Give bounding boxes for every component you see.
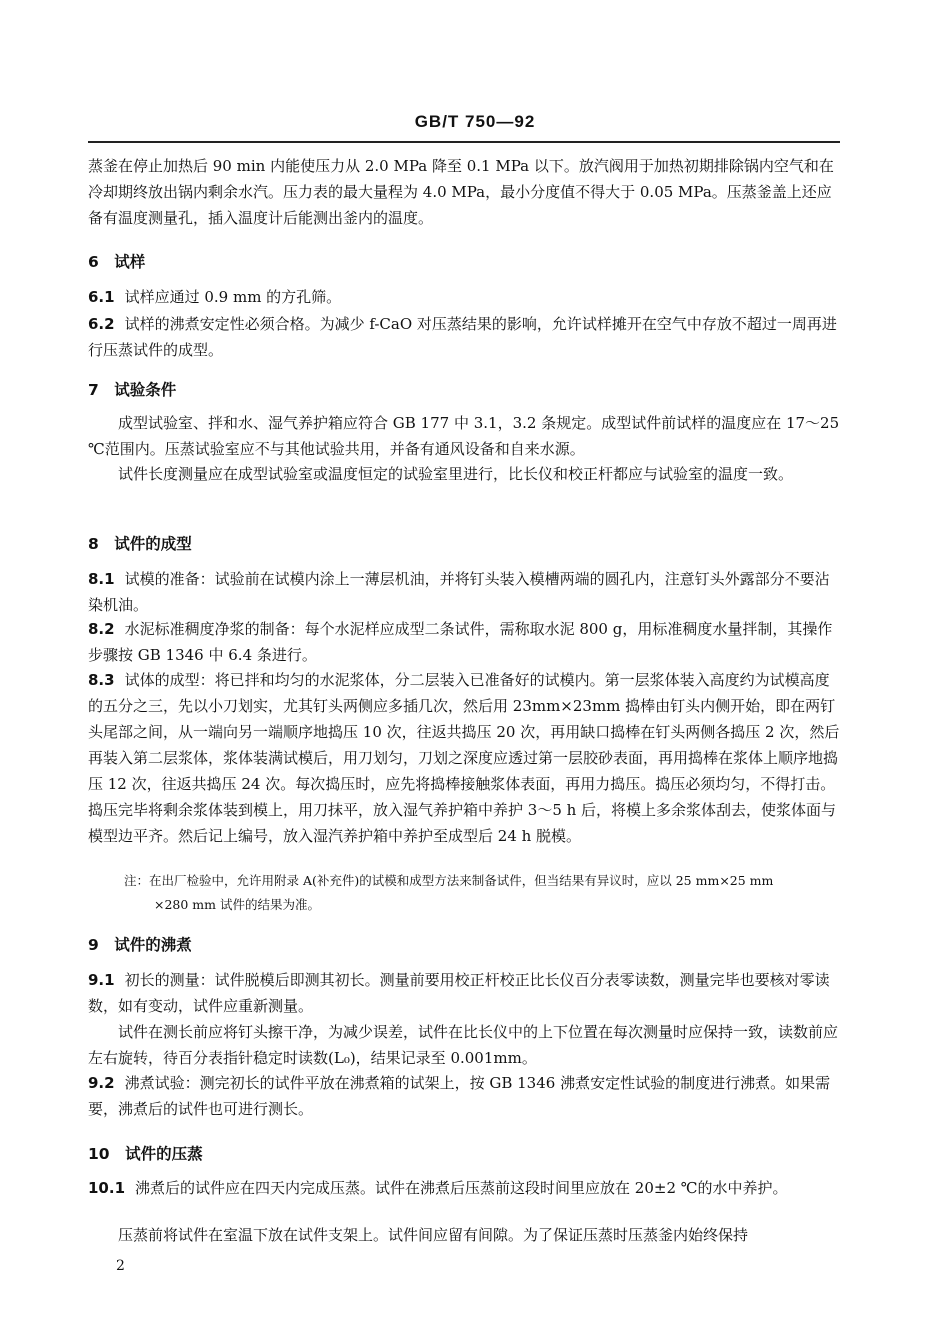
clause-text: 水泥标准稠度净浆的制备：每个水泥样应成型二条试件，需称取水泥 800 g，用标准稠度水量拌制，其操作步骤按 GB 1346 中 6.4 条进行。 [88,620,833,664]
clause-6-2 [88,311,840,363]
clause-number: 9.1 [88,971,115,989]
clause-number: 6.2 [88,315,115,333]
section-heading-6: 6 试样 [88,253,146,271]
document-code-header: GB/T 750—92 [414,112,536,131]
clause-8-1 [88,566,840,618]
paragraph-10b: 压蒸前将试件在室温下放在试件支架上。试件间应留有间隙。为了保证压蒸时压蒸釜内始终保持 [118,1226,749,1244]
clause-text: 试模的准备：试验前在试模内涂上一薄层机油，并将钉头装入模槽两端的圆孔内，注意钉头外露部分不要沾染机油。 [88,570,830,614]
note-line-1: 注：在出厂检验中，允许用附录 A(补充件)的试模和成型方法来制备试件，但当结果有异议时，应以 25 mm×25 mm [124,873,774,888]
clause-number: 6.1 [88,288,115,306]
clause-text: 初长的测量：试件脱模后即测其初长。测量前要用校正杆校正比长仪百分表零读数，测量完毕也要核对零读数，如有变动，试件应重新测量。 [88,971,830,1015]
clause-number: 8.3 [88,671,115,689]
section-heading-8: 8 试件的成型 [88,535,192,553]
clause-9-2 [88,1070,840,1122]
clause-6-1 [88,284,840,310]
paragraph-continuation: 蒸釜在停止加热后 90 min 内能使压力从 2.0 MPa 降至 0.1 MPa 以下。放汽阀用于加热初期排除锅内空气和在冷却期终放出锅内剩余水汽。压力表的最大量程为 4.0 MPa，最小分度值不得大于 0.05 MPa。压蒸釜盖上还应备有温度测量孔，插入温度计后能测出釜内的温度。 [88,157,834,227]
page-number: 2 [116,1258,125,1274]
clause-number: 8.1 [88,570,115,588]
clause-text: 试体的成型：将已拌和均匀的水泥浆体，分二层装入已准备好的试模内。第一层浆体装入高度约为试模高度的五分之三，先以小刀划实，尤其钉头两侧应多插几次，然后用 23mm×23mm 捣棒由钉头内侧开始，即在两钉头尾部之间，从一端向另一端顺序地捣压 10 次，往返共捣压 20 次，再用缺口捣棒在钉头两侧各捣压 2 次，然后再装入第二层浆体，浆体装满试模后，用刀划匀，刀划之深度应透过第一层胶砂表面，再用捣棒在浆体上顺序地捣压 12 次，往返共捣压 24 次。每次捣压时，应先将捣棒接触浆体表面，再用力捣压。捣压必须均匀，不得打击。捣压完毕将剩余浆体装到模上，用刀抹平，放入湿气养护箱中养护 3～5 h 后，将模上多余浆体刮去，使浆体面与模型边平齐。然后记上编号，放入湿汽养护箱中养护至成型后 24 h 脱模。 [88,671,840,845]
clause-number: 8.2 [88,620,115,638]
section-heading-9: 9 试件的沸煮 [88,936,192,954]
note-line-2: ×280 mm 试件的结果为准。 [154,897,320,912]
clause-text: 沸煮后的试件应在四天内完成压蒸。试件在沸煮后压蒸前这段时间里应放在 20±2 ℃的水中养护。 [135,1179,788,1197]
clause-text: 试样应通过 0.9 mm 的方孔筛。 [124,288,342,306]
section-heading-10: 10 试件的压蒸 [88,1145,203,1163]
clause-number: 9.2 [88,1074,115,1092]
section-heading-7: 7 试验条件 [88,381,177,399]
clause-text: 试样的沸煮安定性必须合格。为减少 f-CaO 对压蒸结果的影响，允许试样摊开在空气中存放不超过一周再进行压蒸试件的成型。 [88,315,837,359]
paragraph-7a: 成型试验室、拌和水、湿气养护箱应符合 GB 177 中 3.1，3.2 条规定。成型试件前试样的温度应在 17～25 ℃范围内。压蒸试验室应不与其他试验共用，并备有通风设备和自来水源。 [88,414,840,458]
clause-8-3 [88,667,840,849]
clause-number: 10.1 [88,1179,126,1197]
paragraph-9b: 试件在测长前应将钉头擦干净，为减少误差，试件在比长仪中的上下位置在每次测量时应保持一致，读数前应左右旋转，待百分表指针稳定时读数(L₀)，结果记录至 0.001mm。 [88,1023,839,1067]
clause-9-1 [88,967,840,1019]
clause-10-1 [88,1175,840,1201]
clause-8-2 [88,616,840,668]
header-rule [88,141,840,143]
paragraph-7b: 试件长度测量应在成型试验室或温度恒定的试验室里进行，比长仪和校正杆都应与试验室的温度一致。 [118,465,794,483]
clause-text: 沸煮试验：测完初长的试件平放在沸煮箱的试架上，按 GB 1346 沸煮安定性试验的制度进行沸煮。如果需要，沸煮后的试件也可进行测长。 [88,1074,831,1118]
note [124,869,840,917]
